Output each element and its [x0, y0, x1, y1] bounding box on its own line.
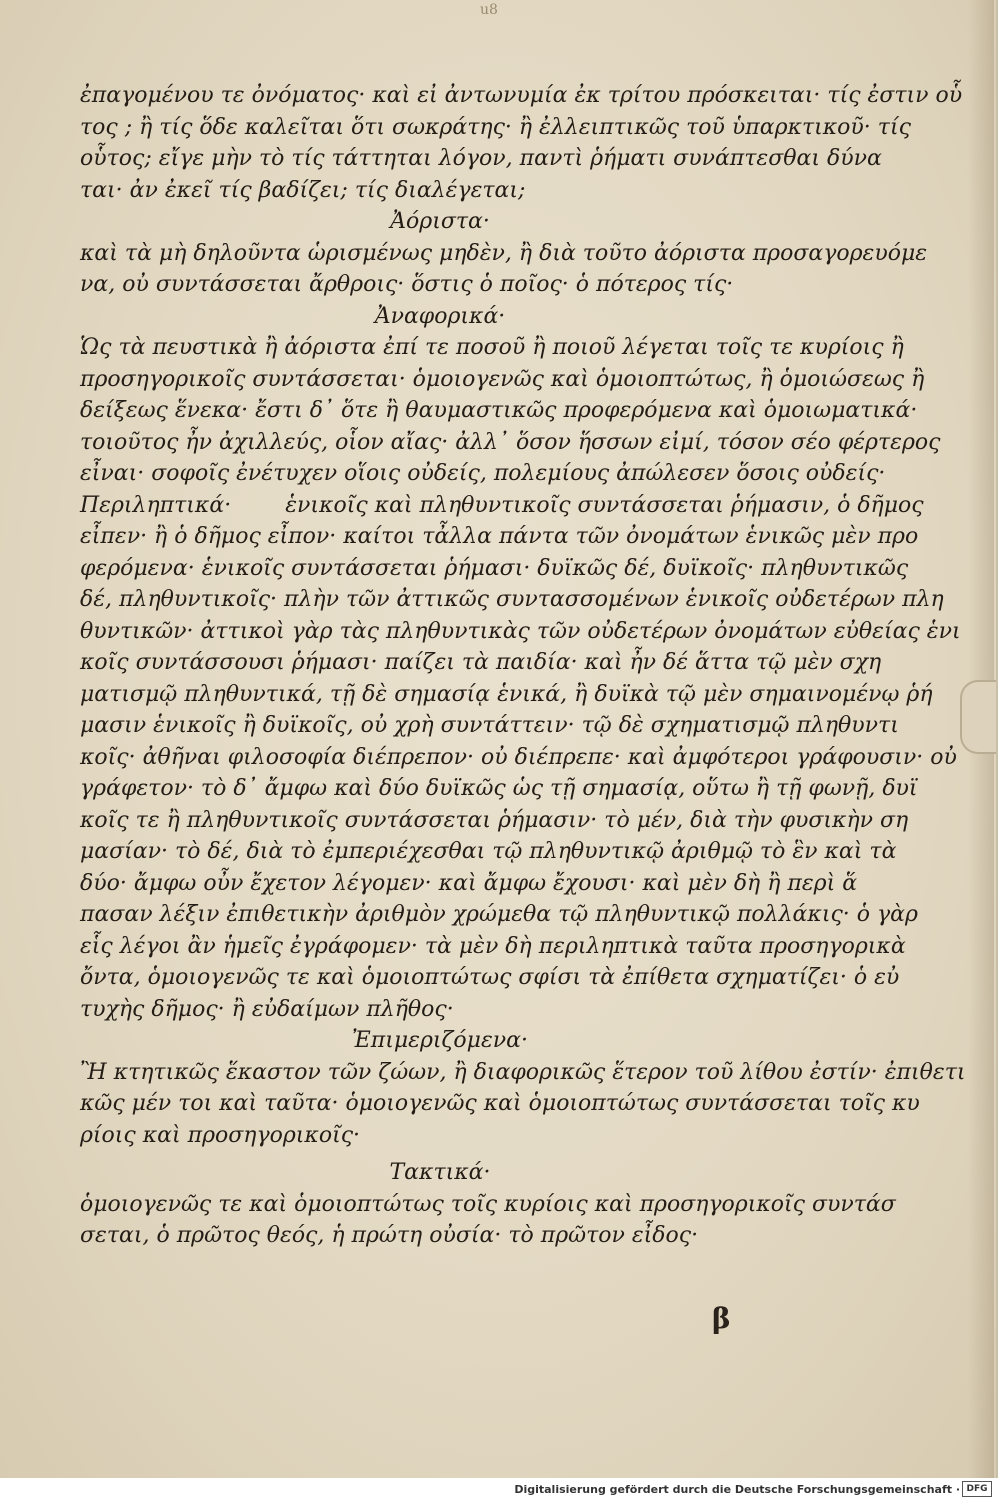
text-line: κῶς μέν τοι καὶ ταῦτα· ὁμοιογενῶς καὶ ὁμοιοπτώτως συντάσσεται τοῖς κυ [80, 1091, 920, 1116]
paragraph-aorista [80, 238, 928, 301]
text-line: Ὡς τὰ πευστικὰ ἢ ἀόριστα ἐπί τε ποσοῦ ἢ ποιοῦ λέγεται τοῖς τε κυρίοις ἢ [80, 335, 904, 360]
paragraph-epimerizomena [80, 1057, 966, 1152]
text-line: δέ, πληθυντικοῖς· πλὴν τῶν ἀττικῶς συντασσομένων ἑνικοῖς οὐδετέρων πλη [80, 587, 944, 612]
text-line: δύο· ἄμφω οὖν ἔχετον λέγομεν· καὶ ἄμφω ἔχουσι· καὶ μὲν δὴ ἢ περὶ ἅ [80, 870, 858, 896]
text-line: ματισμῷ πληθυντικά, τῇ δὲ σημασίᾳ ἑνικά, ἢ δυϊκὰ τῷ μὲν σημαινομένῳ ῥή [80, 681, 933, 707]
text-line: τυχὴς δῆμος· ἢ εὐδαίμων πλῆθος· [80, 996, 454, 1022]
text-line: σεται, ὁ πρῶτος θεός, ἡ πρώτη οὐσία· τὸ πρῶτον εἶδος· [80, 1223, 699, 1248]
paragraph-taktika [80, 1189, 896, 1252]
text-line: προσηγορικοῖς συντάσσεται· ὁμοιογενῶς καὶ ὁμοιοπτώτως, ἢ ὁμοιώσεως ἢ [80, 366, 925, 392]
heading-perileptika: Περιληπτικά· [80, 492, 232, 518]
text-line: μασιν ἑνικοῖς ἢ δυϊκοῖς, οὐ χρὴ συντάττειν· τῷ δὲ σχηματισμῷ πληθυντι [80, 713, 899, 738]
page-tab-marker [960, 680, 996, 754]
signature-mark: β [712, 1302, 731, 1335]
text-line: πασαν λέξιν ἐπιθετικὴν ἀριθμὸν χρώμεθα τῷ πληθυντικῷ πολλάκις· ὁ γὰρ [80, 902, 918, 927]
perileptika-text: ἑνικοῖς καὶ πληθυντικοῖς συντάσσεται ῥήμασιν, ὁ δῆμος [285, 492, 924, 518]
text-line: εἷς λέγοι ἂν ἡμεῖς ἐγράφομεν· τὰ μὲν δὴ περιληπτικὰ ταῦτα προσηγορικὰ [80, 933, 906, 959]
text-line: οὗτος; εἴγε μὴν τὸ τίς τάττηται λόγον, παντὶ ῥήματι συνάπτεσθαι δύνα [80, 146, 882, 171]
text-line: εἶπεν· ἢ ὁ δῆμος εἶπον· καίτοι τἆλλα πάντα τῶν ὀνομάτων ἑνικῶς μὲν προ [80, 524, 919, 549]
heading-aorista: Ἀόριστα· [390, 209, 490, 234]
text-line: κοῖς· ἀθῆναι φιλοσοφία διέπρεπον· οὐ διέπρεπε· καὶ ἀμφότεροι γράφουσιν· οὐ [80, 744, 957, 770]
text-line: Ἢ κτητικῶς ἕκαστον τῶν ζώων, ἢ διαφορικῶς ἕτερον τοῦ λίθου ἐστίν· ἐπιθετι [80, 1059, 966, 1085]
text-line: τος ; ἢ τίς ὅδε καλεῖται ὅτι σωκράτης· ἢ ἐλλειπτικῶς τοῦ ὑπαρκτικοῦ· τίς [80, 114, 911, 140]
text-line: καὶ τὰ μὴ δηλοῦντα ὡρισμένως μηδὲν, ἢ διὰ τοῦτο ἀόριστα προσαγορευόμε [80, 240, 928, 266]
body-text [80, 80, 966, 1252]
text-line: ὁμοιογενῶς τε καὶ ὁμοιοπτώτως τοῖς κυρίοις καὶ προσηγορικοῖς συντάσ [80, 1191, 896, 1217]
text-line: ὄντα, ὁμοιογενῶς τε καὶ ὁμοιοπτώτως σφίσι τὰ ἐπίθετα σχηματίζει· ὁ εὐ [80, 965, 900, 990]
text-line: δείξεως ἕνεκα· ἔστι δ᾽ ὅτε ἢ θαυμαστικῶς προφερόμενα καὶ ὁμοιωματικά· [80, 398, 918, 423]
heading-epimerizomena: Ἐπιμεριζόμενα· [351, 1028, 528, 1053]
top-mark: u8 [480, 2, 498, 18]
text-line: εἶναι· σοφοῖς ἐνέτυχεν οἵοις οὐδείς, πολεμίους ἀπώλεσεν ὅσοις οὐδείς· [80, 461, 886, 486]
paragraph-intro [80, 80, 963, 206]
text-line: τοιοῦτος ἦν ἀχιλλεύς, οἷον αἴας· ἀλλ᾽ ὅσον ἥσσων εἰμί, τόσον σέο φέρτερος [80, 429, 941, 455]
text-line: γράφετον· τὸ δ᾽ ἄμφω καὶ δύο δυϊκῶς ὡς τῇ σημασίᾳ, οὕτω ἢ τῇ φωνῇ, δυϊ [80, 776, 918, 801]
perileptika-line [80, 490, 924, 522]
text-line: μασίαν· τὸ δέ, διὰ τὸ ἐμπεριέχεσθαι τῷ πληθυντικῷ ἀριθμῷ τὸ ἓν καὶ τὰ [80, 839, 897, 864]
text-line: φερόμενα· ἑνικοῖς συντάσσεται ῥήμασι· δυϊκῶς δέ, δυϊκοῖς· πληθυντικῶς [80, 555, 909, 581]
heading-anaphorika: Ἀναφορικά· [374, 303, 506, 329]
text-line: κοῖς συντάσσουσι ῥήμασι· παίζει τὰ παιδία· καὶ ἦν δέ ἅττα τῷ μὲν σχη [80, 650, 882, 675]
paragraph-perileptika [80, 521, 961, 1025]
text-line: ἐπαγομένου τε ὀνόματος· καὶ εἰ ἀντωνυμία ἐκ τρίτου πρόσκειται· τίς ἐστιν οὗ [80, 83, 963, 108]
text-line: να, οὐ συντάσσεται ἄρθροις· ὅστις ὁ ποῖος· ὁ πότερος τίς· [80, 272, 734, 297]
text-line: ται· ἀν ἐκεῖ τίς βαδίζει; τίς διαλέγεται; [80, 177, 526, 203]
footer [0, 1478, 1000, 1500]
text-line: ρίοις καὶ προσηγορικοῖς· [80, 1122, 361, 1148]
text-line: κοῖς τε ἢ πληθυντικοῖς συντάσσεται ῥήμασιν· τὸ μέν, διὰ τὴν φυσικὴν ση [80, 807, 909, 833]
dfg-logo: DFG [962, 1481, 992, 1497]
heading-taktika: Τακτικά· [389, 1160, 491, 1185]
footer-credit: Digitalisierung gefördert durch die Deutsche Forschungsgemeinschaft · [514, 1483, 960, 1496]
text-line: θυντικῶν· ἀττικοὶ γὰρ τὰς πληθυντικὰς τῶν οὐδετέρων ὀνομάτων εὐθείας ἑνι [80, 618, 961, 644]
paragraph-anaphorika [80, 332, 941, 490]
